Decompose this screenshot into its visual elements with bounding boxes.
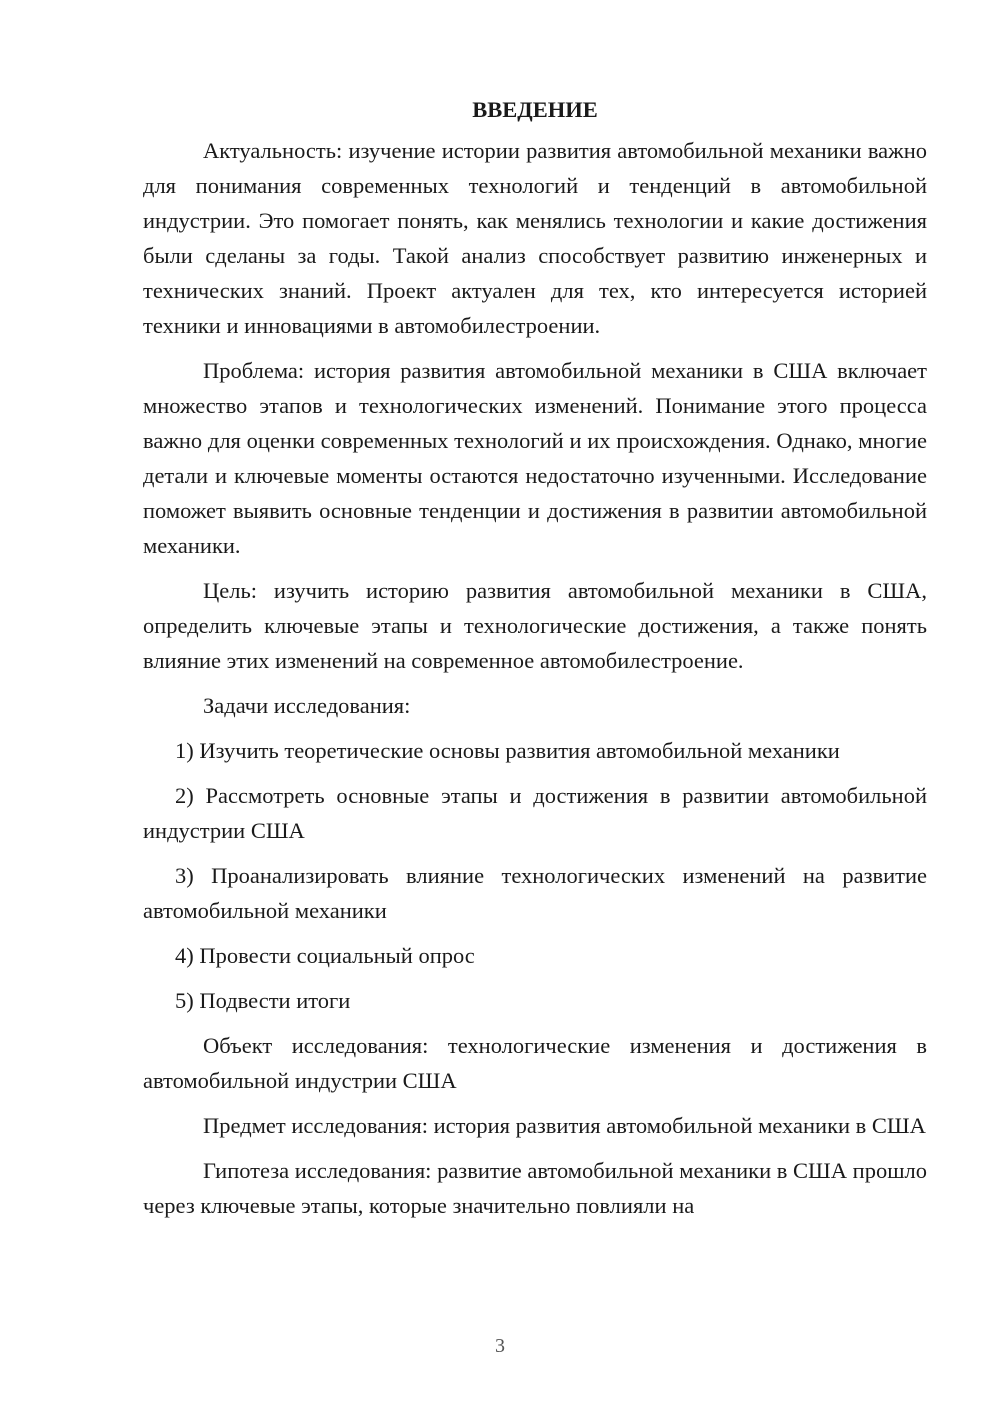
- task-item-2: 2) Рассмотреть основные этапы и достижения в развитии автомобильной индустрии США: [143, 783, 927, 843]
- task-item-4: 4) Провести социальный опрос: [175, 943, 475, 968]
- problem-paragraph: Проблема: история развития автомобильной механики в США включает множество этапов и технологических изменений. Понимание этого процесса важно для оценки современных технологий и их происхождения. Однако, многие детали и ключевые моменты остаются недостаточно изученными. Исследование поможет выявить основные тенденции и достижения в развитии автомобильной механики.: [143, 358, 927, 558]
- subject-paragraph: Предмет исследования: история развития автомобильной механики в США: [203, 1113, 926, 1138]
- tasks-title: Задачи исследования:: [203, 693, 411, 718]
- task-item-1: 1) Изучить теоретические основы развития автомобильной механики: [175, 738, 840, 763]
- relevance-paragraph: Актуальность: изучение истории развития автомобильной механики важно для понимания современных технологий и тенденций в автомобильной индустрии. Это помогает понять, как менялись технологии и какие достижения были сделаны за годы. Такой анализ способствует развитию инженерных и технических знаний. Проект актуален для тех, кто интересуется историей техники и инновациями в автомобилестроении.: [143, 138, 927, 338]
- hypothesis-paragraph: Гипотеза исследования: развитие автомобильной механики в США прошло через ключевые этапы, которые значительно повлияли на: [143, 1158, 927, 1218]
- page-number: 3: [495, 1335, 505, 1357]
- section-heading: ВВЕДЕНИЕ: [472, 97, 598, 122]
- task-item-5: 5) Подвести итоги: [175, 988, 351, 1013]
- task-item-3: 3) Проанализировать влияние технологических изменений на развитие автомобильной механики: [143, 863, 927, 923]
- document-page: [143, 92, 927, 1233]
- object-paragraph: Объект исследования: технологические изменения и достижения в автомобильной индустрии США: [143, 1033, 927, 1093]
- goal-paragraph: Цель: изучить историю развития автомобильной механики в США, определить ключевые этапы и технологические достижения, а также понять влияние этих изменений на современное автомобилестроение.: [143, 578, 927, 673]
